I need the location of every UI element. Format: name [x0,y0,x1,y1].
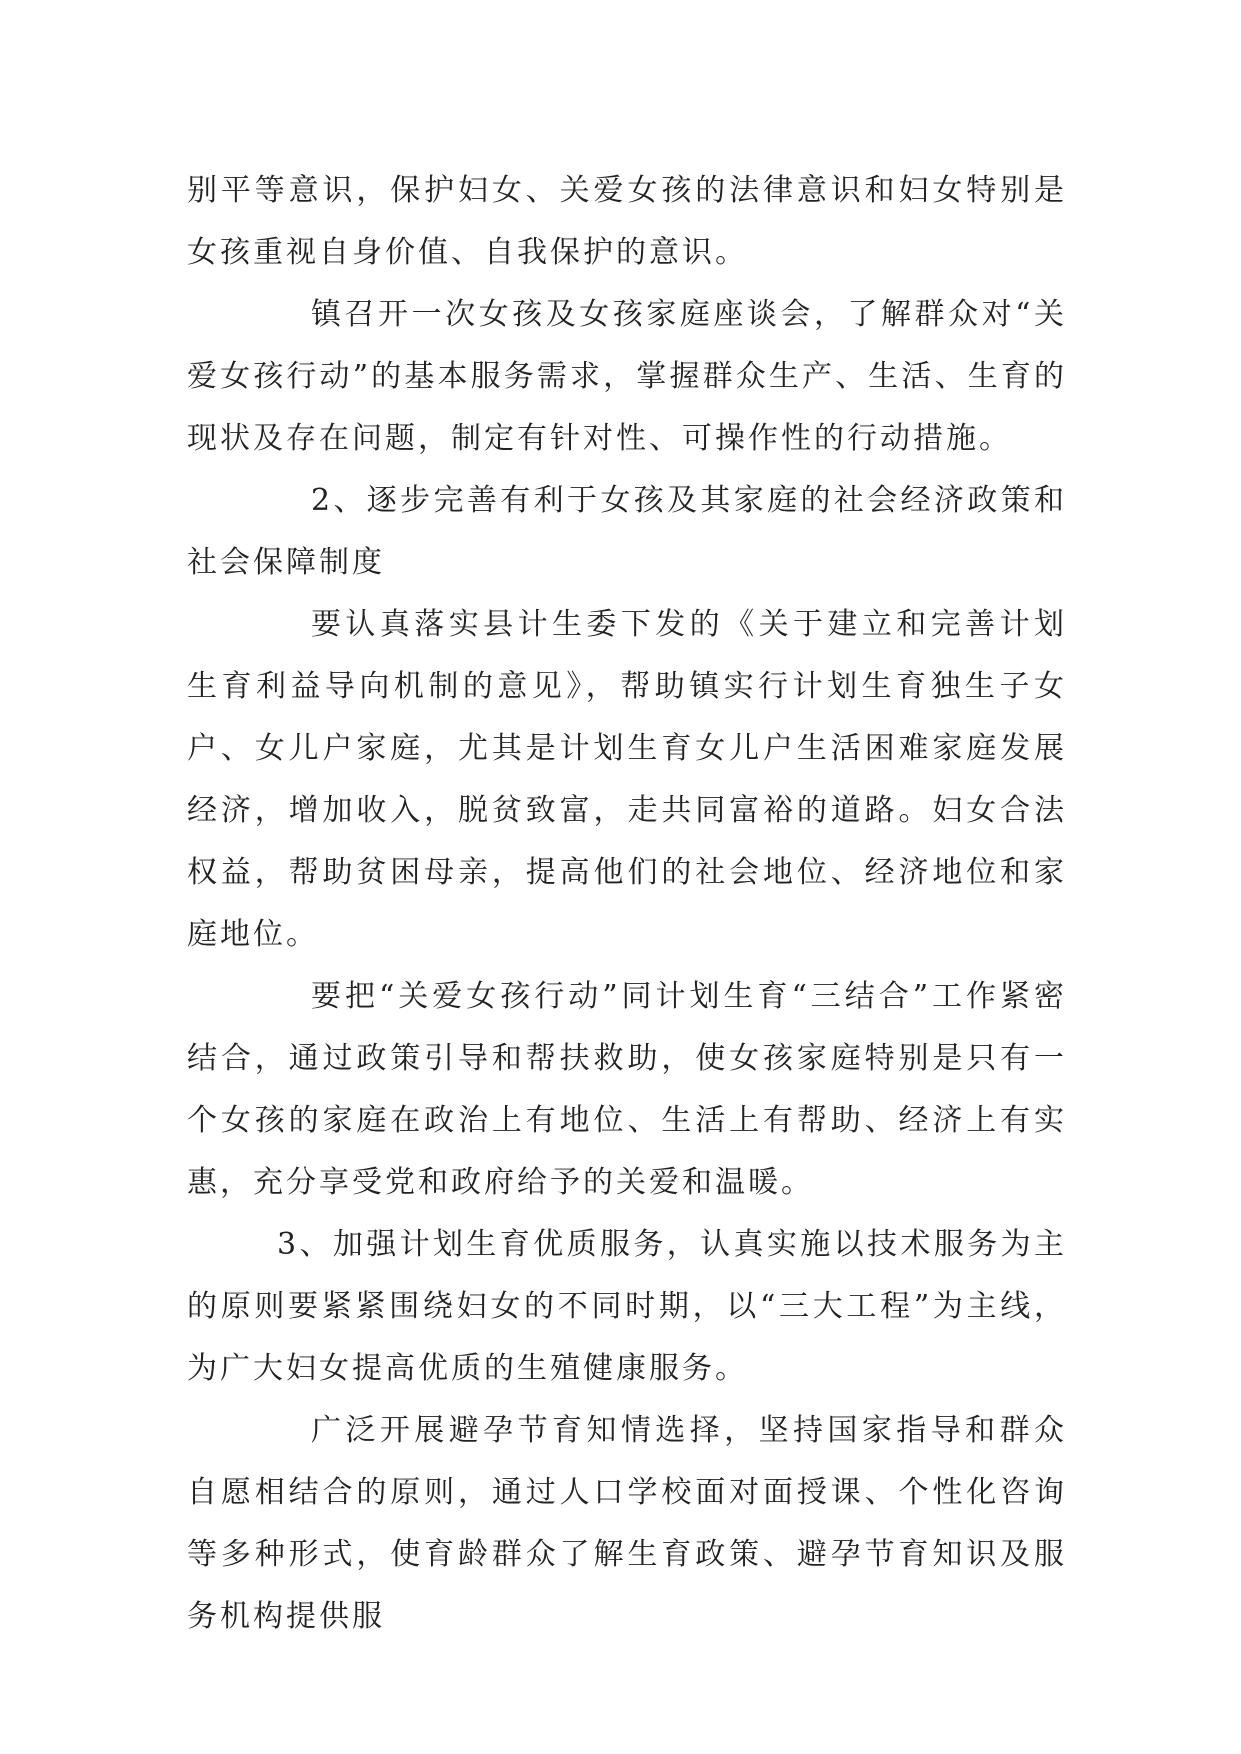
paragraph-gender-equality-awareness: 别平等意识，保护妇女、关爱女孩的法律意识和妇女特别是女孩重视自身价值、自我保护的意识。 [187,173,1067,270]
paragraph-contraception-choice: 广泛开展避孕节育知情选择，坚持国家指导和群众自愿相结合的原则，通过人口学校面对面授课、个性化咨询等多种形式，使育龄群众了解生育政策、避孕节育知识及服务机构提供服 [187,1413,1067,1634]
section-heading-2: 2、逐步完善有利于女孩及其家庭的社会经济政策和社会保障制度 [187,483,1067,580]
section-heading-3: 3、加强计划生育优质服务，认真实施以技术服务为主的原则要紧紧围绕妇女的不同时期，以“三大工程”为主线，为广大妇女提高优质的生殖健康服务。 [187,1227,1067,1386]
paragraph-three-combinations: 要把“关爱女孩行动”同计划生育“三结合”工作紧密结合，通过政策引导和帮扶救助，使女孩家庭特别是只有一个女孩的家庭在政治上有地位、生活上有帮助、经济上有实惠，充分享受党和政府给予的关爱和温暖。 [187,979,1067,1200]
paragraph-implement-policy: 要认真落实县计生委下发的《关于建立和完善计划生育利益导向机制的意见》，帮助镇实行计划生育独生子女户、女儿户家庭，尤其是计划生育女儿户生活困难家庭发展经济，增加收入，脱贫致富，走共同富裕的道路。妇女合法权益，帮助贫困母亲，提高他们的社会地位、经济地位和家庭地位。 [187,607,1067,952]
paragraph-town-symposium: 镇召开一次女孩及女孩家庭座谈会，了解群众对“关爱女孩行动”的基本服务需求，掌握群众生产、生活、生育的现状及存在问题，制定有针对性、可操作性的行动措施。 [187,297,1067,456]
document-body [187,160,1067,1648]
